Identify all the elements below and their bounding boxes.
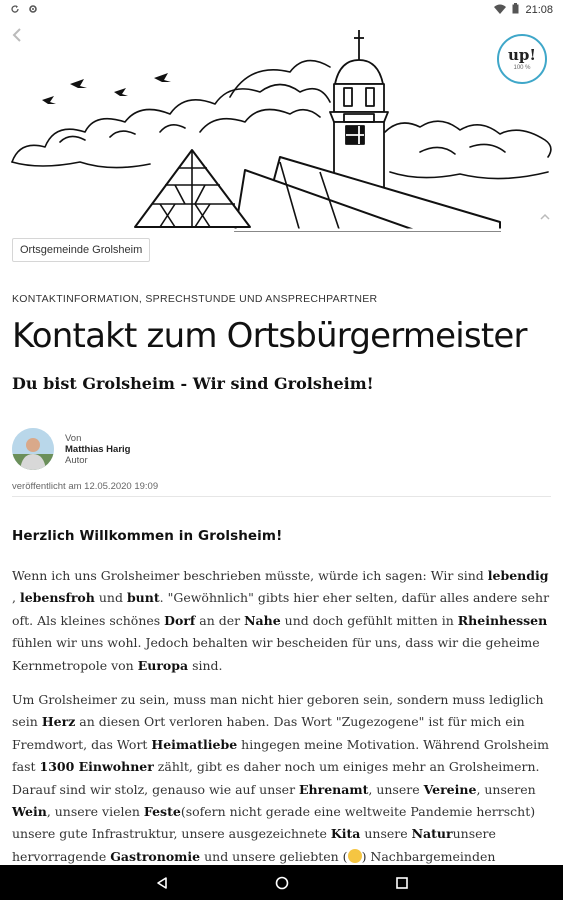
page-subtitle: Du bist Grolsheim - Wir sind Grolsheim! [12, 374, 374, 393]
system-navigation-bar [0, 865, 563, 900]
smile-emoji-icon [348, 849, 362, 863]
sync-icon [10, 4, 20, 17]
divider [12, 496, 551, 497]
status-bar [0, 0, 563, 20]
author-from-label: Von [65, 432, 82, 444]
section-heading: Herzlich Willkommen in Grolsheim! [12, 528, 283, 544]
author-name[interactable]: Matthias Harig [65, 443, 131, 455]
settings-gear-icon [28, 4, 38, 17]
battery-icon [512, 3, 519, 17]
chevron-up-icon[interactable] [539, 210, 551, 222]
badge-sublabel: 100 % [513, 64, 531, 71]
body-paragraph-1: Wenn ich uns Grolsheimer beschrieben müsste, würde ich sagen: Wir sind lebendig , lebensfroh und bunt. "Gewöhnlich" gibts hier eher selten, dafür alles andere sehr oft. Als kleines schönes Dorf an der Nahe und doch gefühlt mitten in Rheinhessen fühlen wir uns wohl. Jedoch behalten wir bescheiden für uns, dass wir die geheime Kernmetropole von Europa sind. [12, 568, 550, 673]
author-role: Autor [65, 454, 88, 466]
author-block[interactable] [12, 428, 130, 470]
page-title: Kontakt zum Ortsbürgermeister [12, 316, 527, 356]
back-arrow-icon[interactable] [8, 26, 26, 44]
nav-back-icon[interactable] [152, 873, 172, 893]
avatar[interactable] [12, 428, 54, 470]
body-paragraph-2: Um Grolsheimer zu sein, muss man nicht hier geboren sein, sondern muss lediglich sein Herz an diesen Ort verloren haben. Das Wort "Zugezogene" ist für mich ein Fremdwort, das Wort Heimatliebe hingegen meine Motivation. Während Grolsheim fast 1300 Einwohner zählt, gibt es daher noch um einiges mehr an Grolsheimern. Darauf sind wir stolz, genauso wie auf unser Ehrenamt, unsere Vereine, unseren Wein, unsere vielen Feste(sofern nicht gerade eine weltweite Pandemie herrscht) unsere gute Infrastruktur, unsere ausgezeichnete Kita unsere Naturunsere hervorragende Gastronomie und unsere geliebten ( ) Nachbargemeinden [12, 692, 550, 864]
clock-time: 21:08 [525, 4, 553, 16]
up-badge[interactable] [497, 34, 547, 84]
published-date: veröffentlicht am 12.05.2020 19:09 [12, 481, 159, 492]
category-chip[interactable]: Ortsgemeinde Grolsheim [12, 238, 150, 262]
hero-illustration [0, 22, 563, 232]
article-kicker: KONTAKTINFORMATION, SPRECHSTUNDE UND ANSPRECHPARTNER [12, 293, 378, 305]
badge-label: up! [508, 45, 536, 64]
nav-recents-icon[interactable] [392, 873, 412, 893]
nav-home-icon[interactable] [272, 873, 292, 893]
wifi-icon [494, 4, 506, 17]
